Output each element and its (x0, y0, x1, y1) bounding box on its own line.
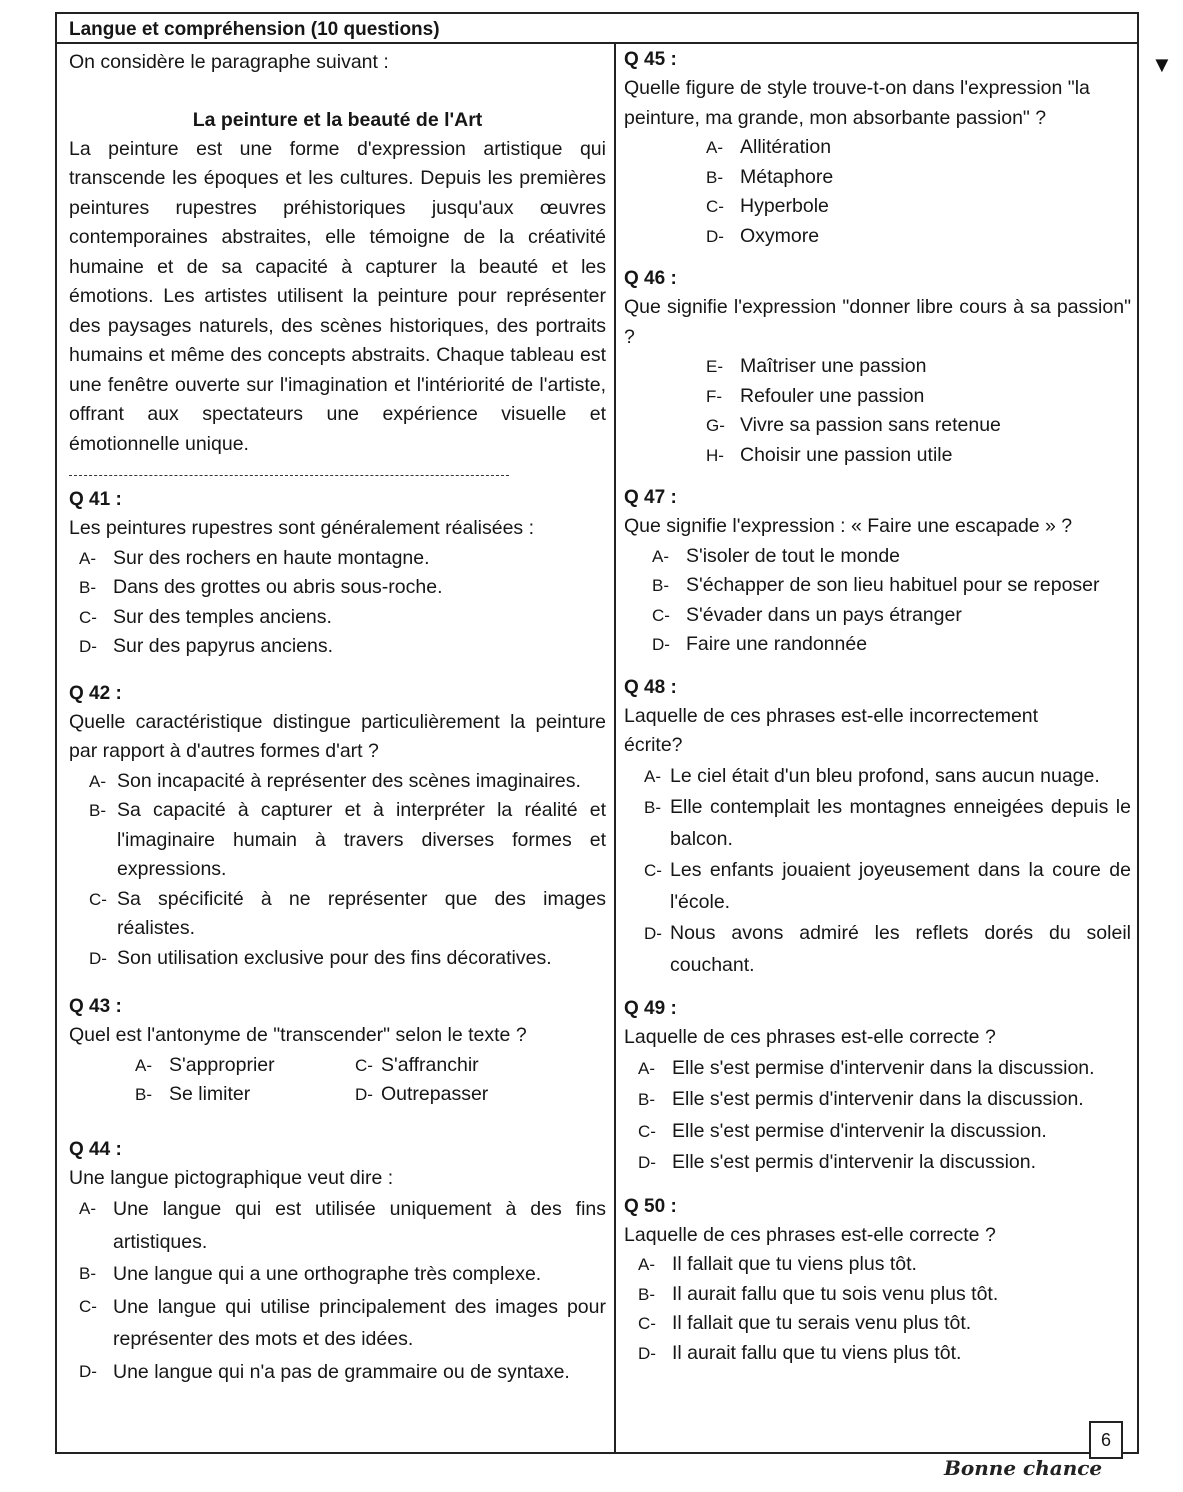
question-43 (69, 993, 606, 1110)
option-letter: A- (644, 766, 661, 786)
question-50 (624, 1193, 1131, 1369)
question-number: Q 47 : (624, 487, 677, 508)
option-text: Dans des grottes ou abris sous-roche. (113, 576, 443, 598)
question-47 (624, 484, 1131, 660)
option-letter: B- (638, 1090, 655, 1109)
option-letter: A- (89, 771, 106, 791)
option[interactable] (644, 761, 1131, 793)
option[interactable] (355, 1080, 555, 1110)
question-text: Que signifie l'expression "donner libre cours à sa passion" ? (624, 296, 1131, 348)
option-text: Il aurait fallu que tu viens plus tôt. (672, 1341, 962, 1364)
option-letter: A- (79, 548, 96, 568)
option[interactable] (638, 1147, 1131, 1179)
question-42 (69, 680, 606, 974)
option-text: Sa capacité à capturer et à interpréter la réalité et l'imaginaire humain à travers diverses formes et expressions. (117, 799, 606, 880)
option[interactable] (652, 630, 1131, 660)
option-text: Nous avons admiré les reflets dorés du soleil couchant. (670, 922, 1131, 976)
page-number: 6 (1089, 1421, 1123, 1459)
option-letter: A- (638, 1255, 655, 1274)
option-letter: B- (135, 1085, 152, 1104)
option[interactable] (79, 544, 606, 574)
question-45 (624, 46, 1131, 251)
question-number: Q 50 : (624, 1195, 677, 1217)
option-text: Métaphore (740, 165, 834, 188)
question-text: Que signifie l'expression : « Faire une escapade » ? (624, 515, 1073, 537)
question-44 (69, 1136, 606, 1389)
option-text: Maîtriser une passion (740, 355, 927, 377)
option[interactable] (79, 632, 606, 662)
option[interactable] (89, 944, 606, 974)
option[interactable] (644, 792, 1131, 855)
option-letter: D- (89, 948, 107, 968)
closing-signature: Bonne chance (944, 1456, 1103, 1480)
right-column (616, 44, 1137, 1452)
option-letter: D- (652, 635, 670, 654)
question-number: Q 42 : (69, 682, 122, 704)
option[interactable] (706, 192, 1131, 222)
option[interactable] (135, 1051, 285, 1081)
option-letter: B- (706, 167, 723, 187)
option-letter: C- (638, 1314, 656, 1333)
option[interactable] (89, 796, 606, 885)
option[interactable] (706, 411, 1131, 441)
option-text: Une langue qui n'a pas de grammaire ou de syntaxe. (113, 1360, 570, 1383)
option[interactable] (638, 1309, 1131, 1339)
option[interactable] (652, 571, 1131, 601)
option[interactable] (706, 222, 1131, 252)
question-text: Laquelle de ces phrases est-elle correcte ? (624, 1223, 996, 1246)
option-text: Une langue qui est utilisée uniquement à des fins artistiques. (113, 1198, 606, 1253)
option[interactable] (135, 1080, 285, 1110)
option[interactable] (706, 163, 1131, 193)
option[interactable] (706, 133, 1131, 163)
option-text: Il fallait que tu serais venu plus tôt. (672, 1312, 972, 1334)
option[interactable] (706, 382, 1131, 412)
option[interactable] (638, 1116, 1131, 1148)
option[interactable] (79, 1193, 606, 1258)
option-letter: C- (79, 607, 97, 627)
option[interactable] (706, 441, 1131, 471)
question-text: Les peintures rupestres sont généralement réalisées : (69, 517, 535, 539)
option[interactable] (644, 918, 1131, 981)
option-text: Elle s'est permise d'intervenir dans la discussion. (672, 1056, 1095, 1079)
option-letter: C- (706, 197, 724, 216)
option[interactable] (79, 1356, 606, 1389)
option[interactable] (79, 573, 606, 603)
option-text: Son utilisation exclusive pour des fins décoratives. (117, 946, 552, 969)
option-text: Il fallait que tu viens plus tôt. (672, 1253, 917, 1275)
passage-intro: On considère le paragraphe suivant : (69, 51, 389, 73)
question-number: Q 41 : (69, 489, 122, 510)
option[interactable] (706, 352, 1131, 382)
passage-text: La peinture est une forme d'expression artistique qui transcende les époques et les cultures. Depuis les premières peintures rupestres préhistoriques jusqu'aux œuvres contemporaines abstraites, elle témoigne de la créativité humaine et de sa capacité à capturer la beauté et les émotions. Les artistes utilisent la peinture pour représenter des paysages naturels, des scènes historiques, des portraits humains et même des concepts abstraits. Chaque tableau est une fenêtre ouverte sur l'imagination et l'intériorité de l'artiste, offrant aux spectateurs une expérience visuelle et émotionnelle unique. (69, 137, 606, 455)
option-text: S'évader dans un pays étranger (686, 603, 962, 626)
option-text: Sur des rochers en haute montagne. (113, 546, 430, 569)
option-letter: A- (706, 138, 723, 157)
option-letter: E- (706, 357, 723, 376)
option-letter: C- (89, 889, 107, 909)
option[interactable] (638, 1339, 1131, 1369)
question-46 (624, 265, 1131, 470)
question-number: Q 43 : (69, 996, 122, 1017)
option-letter: C- (355, 1055, 373, 1075)
option-letter: D- (79, 637, 97, 656)
option-text: Allitération (740, 136, 832, 158)
option-text: Sur des papyrus anciens. (113, 635, 334, 657)
option[interactable] (89, 885, 606, 944)
option-text: Il aurait fallu que tu sois venu plus tôt. (672, 1282, 999, 1305)
question-number: Q 49 : (624, 998, 677, 1019)
question-text: Laquelle de ces phrases est-elle correcte ? (624, 1026, 996, 1048)
section-title: Langue et compréhension (10 questions) (57, 14, 1137, 44)
option[interactable] (89, 767, 606, 797)
option-text: Le ciel était d'un bleu profond, sans aucun nuage. (670, 764, 1100, 787)
question-number: Q 48 : (624, 676, 677, 698)
question-text: Quel est l'antonyme de "transcender" selon le texte ? (69, 1024, 527, 1046)
dashed-separator (69, 475, 509, 476)
option-text: Elle s'est permise d'intervenir la discussion. (672, 1119, 1047, 1142)
option-text: Sur des temples anciens. (113, 605, 332, 628)
question-text: Une langue pictographique veut dire : (69, 1166, 394, 1189)
option-letter: D- (638, 1343, 656, 1363)
option-letter: C- (638, 1121, 656, 1141)
option-text: Elle contemplait les montagnes enneigées depuis le balcon. (670, 796, 1131, 850)
option-letter: D- (644, 924, 662, 943)
option-letter: A- (135, 1055, 152, 1075)
option-letter: C- (644, 861, 662, 880)
option-text: S'affranchir (381, 1053, 479, 1076)
option-text: Refouler une passion (740, 384, 925, 407)
question-text: Laquelle de ces phrases est-elle incorrectement écrite? (624, 704, 1039, 756)
option-letter: B- (79, 1264, 96, 1283)
option-letter: A- (638, 1058, 655, 1078)
question-49 (624, 995, 1131, 1179)
option[interactable] (79, 1291, 606, 1356)
option-text: Vivre sa passion sans retenue (740, 414, 1001, 436)
option-text: Se limiter (169, 1083, 251, 1105)
question-41 (69, 486, 606, 662)
option[interactable] (638, 1084, 1131, 1116)
question-text: Quelle figure de style trouve-t-on dans l'expression "la peinture, ma grande, mon absorbante passion" ? (624, 77, 1090, 129)
question-number: Q 46 : (624, 268, 677, 289)
corner-marker-icon: ▼ (1151, 52, 1173, 77)
option-text: Les enfants jouaient joyeusement dans la coure de l'école. (670, 859, 1131, 913)
option-letter: G- (706, 416, 725, 435)
question-48 (624, 674, 1131, 982)
option-letter: B- (638, 1284, 655, 1304)
option-letter: B- (79, 578, 96, 597)
option[interactable] (652, 542, 1131, 572)
option-letter: B- (652, 576, 669, 595)
option-text: Faire une randonnée (686, 633, 868, 655)
option-letter: A- (79, 1199, 96, 1218)
question-number: Q 44 : (69, 1138, 122, 1160)
passage-title: La peinture et la beauté de l'Art (192, 108, 483, 131)
option-letter: D- (706, 226, 724, 246)
option[interactable] (652, 601, 1131, 631)
option-letter: D- (638, 1153, 656, 1172)
option[interactable] (79, 603, 606, 633)
option-text: Son incapacité à représenter des scènes imaginaires. (117, 769, 581, 792)
option-text: Une langue qui a une orthographe très complexe. (113, 1263, 542, 1285)
option[interactable] (638, 1250, 1131, 1280)
option-text: Oxymore (740, 224, 820, 247)
option-text: S'approprier (169, 1053, 275, 1076)
option[interactable] (638, 1280, 1131, 1310)
option-text: Une langue qui utilise principalement des images pour représenter des mots et des idées. (113, 1295, 606, 1350)
option[interactable] (355, 1051, 555, 1081)
option[interactable] (644, 855, 1131, 918)
option-letter: D- (79, 1361, 97, 1381)
question-text: Quelle caractéristique distingue particulièrement la peinture par rapport à d'autres formes d'art ? (69, 710, 606, 762)
option-text: Elle s'est permis d'intervenir la discussion. (672, 1151, 1037, 1173)
option-text: S'isoler de tout le monde (686, 544, 901, 567)
option-letter: B- (89, 801, 106, 820)
option-letter: B- (644, 798, 661, 817)
option-letter: C- (79, 1296, 97, 1316)
option-letter: D- (355, 1085, 373, 1104)
option-text: Outrepasser (381, 1083, 489, 1105)
option[interactable] (638, 1053, 1131, 1085)
option-text: S'échapper de son lieu habituel pour se reposer (686, 574, 1100, 596)
option-text: Hyperbole (740, 195, 829, 217)
option-text: Elle s'est permis d'intervenir dans la discussion. (672, 1088, 1084, 1110)
option-text: Sa spécificité à ne représenter que des images réalistes. (117, 887, 606, 939)
left-column (57, 44, 614, 1452)
option-letter: A- (652, 546, 669, 566)
question-number: Q 45 : (624, 49, 677, 70)
option-letter: F- (706, 386, 723, 406)
option-text: Choisir une passion utile (740, 443, 953, 466)
option-letter: H- (706, 445, 724, 465)
option[interactable] (79, 1258, 606, 1291)
exam-frame (55, 12, 1139, 1454)
option-letter: C- (652, 605, 670, 625)
